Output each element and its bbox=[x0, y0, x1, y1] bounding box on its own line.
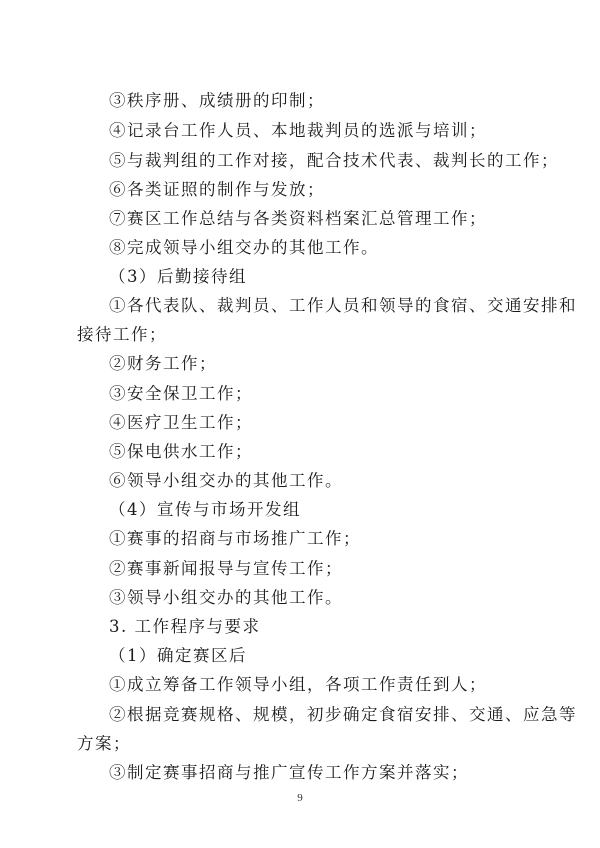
text-line-14: ⑥领导小组交办的其他工作。 bbox=[109, 471, 343, 490]
text-line-11: ③安全保卫工作； bbox=[109, 384, 253, 403]
text-line-3: ⑤与裁判组的工作对接，配合技术代表、裁判长的工作； bbox=[109, 151, 559, 170]
text-line-1: ③秩序册、成绩册的印制； bbox=[109, 91, 325, 110]
text-line-8: ①各代表队、裁判员、工作人员和领导的食宿、交通安排和 bbox=[109, 296, 577, 315]
text-line-24: ③制定赛事招商与推广宣传工作方案并落实； bbox=[109, 763, 469, 782]
text-line-5: ⑦赛区工作总结与各类资料档案汇总管理工作； bbox=[109, 209, 487, 228]
text-line-23: 方案； bbox=[77, 734, 131, 753]
page-number: 9 bbox=[297, 792, 303, 804]
text-line-13: ⑤保电供水工作； bbox=[109, 442, 253, 461]
text-line-18: ③领导小组交办的其他工作。 bbox=[109, 588, 343, 607]
text-line-9: 接待工作； bbox=[77, 325, 167, 344]
section-heading-publicity: （4）宣传与市场开发组 bbox=[109, 500, 301, 519]
text-line-4: ⑥各类证照的制作与发放； bbox=[109, 180, 325, 199]
subsection-heading: （1）确定赛区后 bbox=[109, 646, 247, 665]
text-line-21: ①成立筹备工作领导小组，各项工作责任到人； bbox=[109, 675, 487, 694]
text-line-10: ②财务工作； bbox=[109, 354, 217, 373]
text-line-17: ②赛事新闻报导与宣传工作； bbox=[109, 559, 343, 578]
section-heading-logistics: （3）后勤接待组 bbox=[109, 267, 247, 286]
text-line-6: ⑧完成领导小组交办的其他工作。 bbox=[109, 238, 379, 257]
section-heading-procedure: 3. 工作程序与要求 bbox=[109, 617, 261, 636]
text-line-16: ①赛事的招商与市场推广工作； bbox=[109, 529, 361, 548]
text-line-12: ④医疗卫生工作； bbox=[109, 413, 253, 432]
text-line-2: ④记录台工作人员、本地裁判员的选派与培训； bbox=[109, 121, 487, 140]
text-line-22: ②根据竞赛规格、规模，初步确定食宿安排、交通、应急等 bbox=[109, 705, 577, 724]
